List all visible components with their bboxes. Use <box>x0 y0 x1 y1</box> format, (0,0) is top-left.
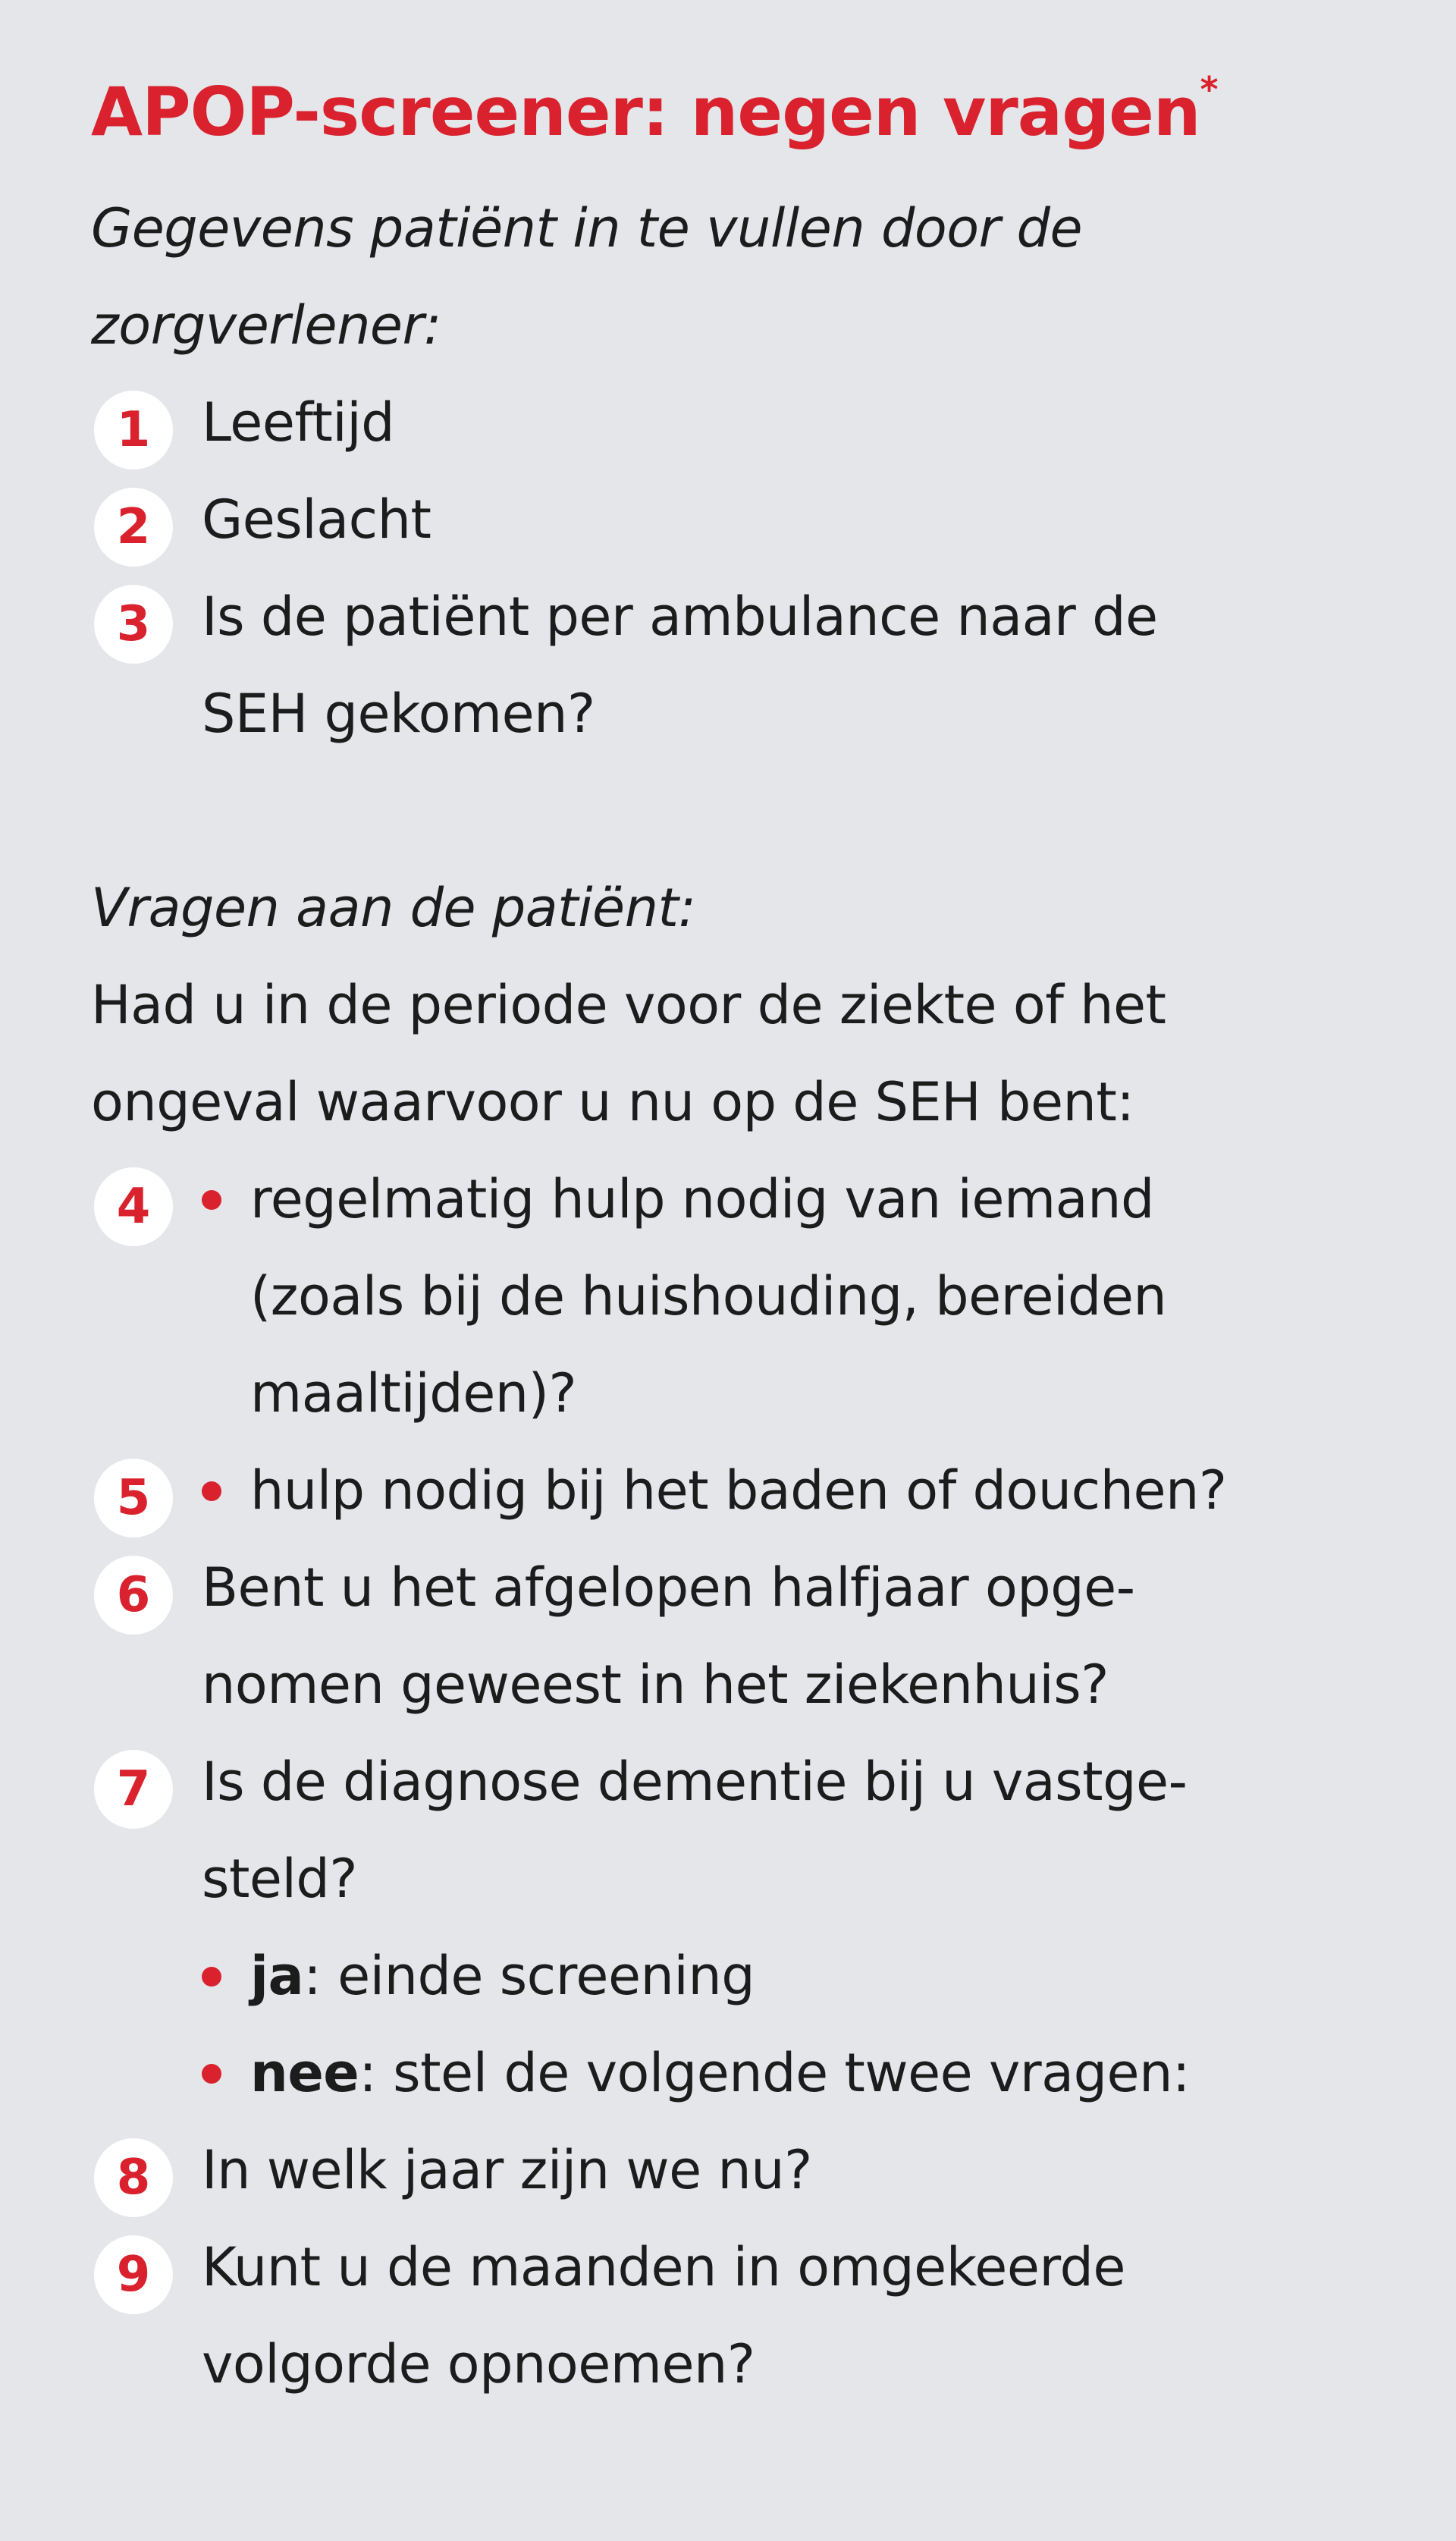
number-badge: 6 <box>94 1556 173 1635</box>
question-item-5 <box>91 1442 1395 1539</box>
question-text: Bent u het afgelopen halfjaar opge- <box>202 1556 1135 1619</box>
bullet-dot-icon <box>202 1190 221 1210</box>
answer-text: : einde screening <box>303 1944 755 2007</box>
caregiver-intro-line: zorgverlener: <box>91 294 441 356</box>
number-badge: 7 <box>94 1750 173 1829</box>
lead-question-line: Had u in de periode voor de ziekte of het <box>91 973 1166 1036</box>
number-badge: 8 <box>94 2138 173 2217</box>
page-title <box>91 68 1395 152</box>
question-text: hulp nodig bij het baden of douchen? <box>250 1459 1227 1522</box>
question-item-7 <box>91 1733 1395 1927</box>
caregiver-intro-line: Gegevens patiënt in te vullen door de <box>91 196 1083 259</box>
number-badge: 1 <box>94 391 173 470</box>
caregiver-intro <box>91 180 1395 374</box>
number-badge: 9 <box>94 2235 173 2314</box>
footnote-marker: * <box>1200 68 1218 110</box>
question-text: steld? <box>202 1847 358 1910</box>
question-text: nomen geweest in het ziekenhuis? <box>202 1653 1109 1716</box>
number-badge: 4 <box>94 1167 173 1246</box>
question-item-6 <box>91 1539 1395 1733</box>
answer-label: nee <box>250 2041 359 2104</box>
title-text: APOP-screener: negen vragen <box>91 73 1200 151</box>
number-badge: 5 <box>94 1459 173 1537</box>
question-text: Is de patiënt per ambulance naar de <box>202 585 1158 648</box>
question-text: maaltijden)? <box>250 1362 577 1424</box>
question-text: regelmatig hulp nodig van iemand <box>250 1167 1154 1230</box>
question-text: Is de diagnose dementie bij u vastge- <box>202 1750 1188 1813</box>
number-badge: 2 <box>94 488 173 567</box>
question-text: Leeftijd <box>202 391 395 454</box>
question-item-1 <box>91 374 1395 471</box>
answer-option-ja <box>91 1927 1395 2024</box>
question-item-3 <box>91 568 1395 762</box>
lead-question-line: ongeval waarvoor u nu op de SEH bent: <box>91 1070 1134 1133</box>
section-spacer <box>91 762 1395 859</box>
question-text: Geslacht <box>202 488 431 551</box>
question-item-4 <box>91 1151 1395 1442</box>
question-text: (zoals bij de huishouding, bereiden <box>250 1264 1167 1327</box>
bulleted-question <box>202 1442 1395 1539</box>
question-item-9 <box>91 2219 1395 2413</box>
bullet-dot-icon <box>202 2064 221 2084</box>
question-text: SEH gekomen? <box>202 682 595 745</box>
patient-intro: Vragen aan de patiënt: <box>91 876 696 939</box>
question-text: In welk jaar zijn we nu? <box>202 2138 812 2201</box>
bullet-dot-icon <box>202 1481 221 1501</box>
bullet-dot-icon <box>202 1967 221 1987</box>
question-item-8 <box>91 2122 1395 2219</box>
answer-label: ja <box>250 1944 304 2007</box>
number-badge: 3 <box>94 585 173 664</box>
bulleted-question <box>202 1151 1395 1442</box>
question-text: Kunt u de maanden in omgekeerde <box>202 2235 1125 2298</box>
question-item-2 <box>91 471 1395 568</box>
patient-lead-question <box>91 956 1395 1151</box>
answer-text: : stel de volgende twee vragen: <box>359 2041 1191 2104</box>
answer-option-nee <box>91 2024 1395 2122</box>
question-text: volgorde opnoemen? <box>202 2332 755 2395</box>
